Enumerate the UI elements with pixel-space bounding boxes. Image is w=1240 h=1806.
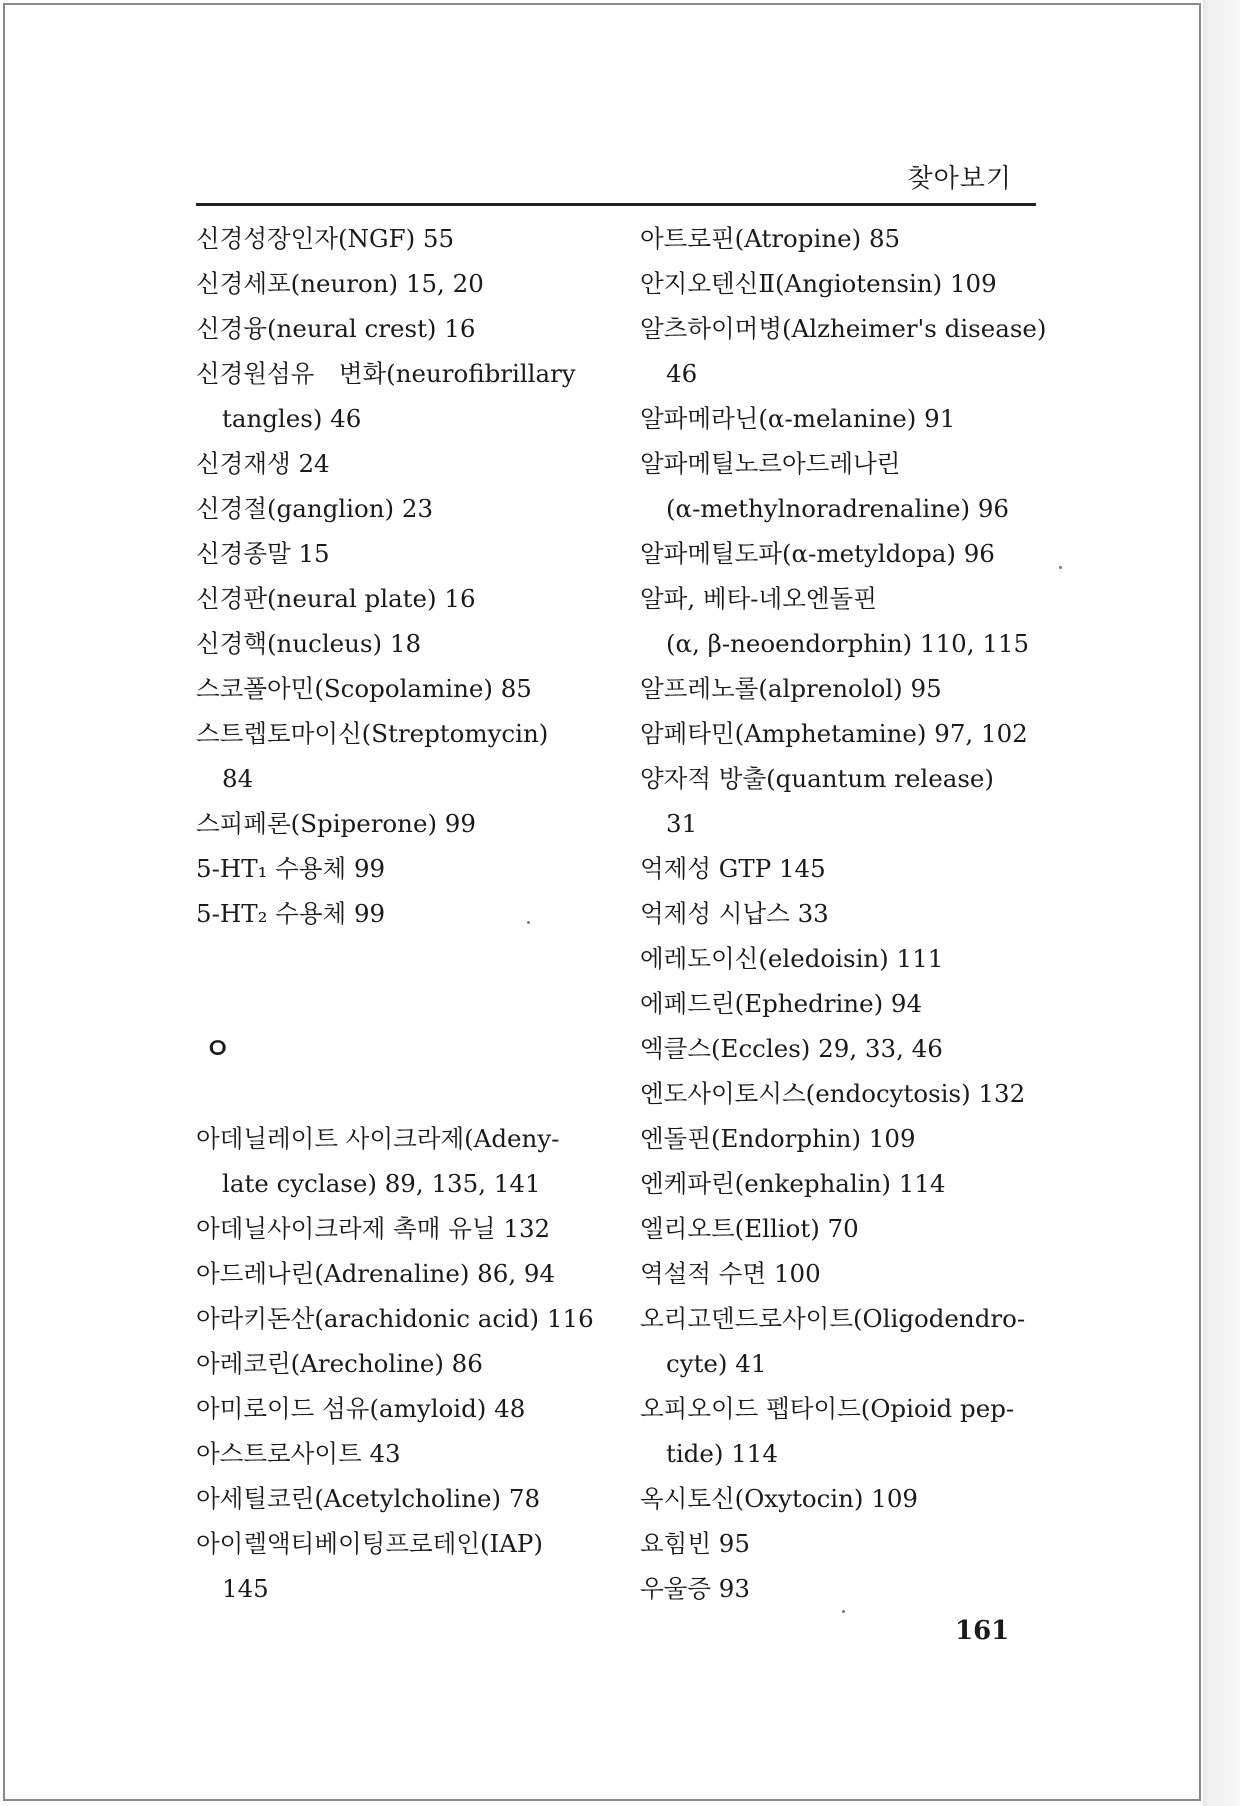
index-entry-continued: 145	[222, 1574, 269, 1603]
header-rule	[196, 203, 1036, 206]
index-entry: 5-HT₁ 수용체 99	[196, 854, 386, 883]
index-entry: 엔돌핀(Endorphin) 109	[640, 1124, 916, 1153]
index-entry-continued: late cyclase) 89, 135, 141	[222, 1169, 541, 1198]
index-entry-continued: cyte) 41	[666, 1349, 767, 1378]
index-entry: 아라키돈산(arachidonic acid) 116	[196, 1304, 594, 1333]
index-entry: 아데닐레이트 사이크라제(Adeny-	[196, 1124, 560, 1153]
index-entry-continued: 31	[666, 809, 698, 838]
index-entry: 5-HT₂ 수용체 99	[196, 899, 386, 928]
index-entry: 양자적 방출(quantum release)	[640, 764, 994, 793]
index-entry: 아스트로사이트 43	[196, 1439, 401, 1468]
index-entry: 신경성장인자(NGF) 55	[196, 224, 455, 253]
index-entry: 알파메틸노르아드레나린	[640, 449, 901, 478]
index-entry: 역설적 수면 100	[640, 1259, 821, 1288]
index-entry: 아레코린(Arecholine) 86	[196, 1349, 483, 1378]
index-entry: 알츠하이머병(Alzheimer's disease)	[640, 314, 1047, 343]
index-entry-continued: (α, β-neoendorphin) 110, 115	[666, 629, 1030, 658]
index-entry: 엘리오트(Elliot) 70	[640, 1214, 859, 1243]
index-entry-continued: 84	[222, 764, 254, 793]
section-spacer	[196, 936, 636, 981]
page-number: 161	[955, 1616, 1010, 1646]
scan-speck	[527, 921, 530, 924]
index-entry: 알프레노롤(alprenolol) 95	[640, 674, 942, 703]
index-entry: 스피페론(Spiperone) 99	[196, 809, 476, 838]
index-entry: 스트렙토마이신(Streptomycin)	[196, 719, 549, 748]
index-entry: 암페타민(Amphetamine) 97, 102	[640, 719, 1028, 748]
index-entry-continued: 46	[666, 359, 698, 388]
index-entry: 신경융(neural crest) 16	[196, 314, 476, 343]
index-entry: 오리고덴드로사이트(Oligodendro-	[640, 1304, 1026, 1333]
index-entry: 엑클스(Eccles) 29, 33, 46	[640, 1034, 943, 1063]
index-entry: 에페드린(Ephedrine) 94	[640, 989, 923, 1018]
index-entry: 알파, 베타-네오엔돌핀	[640, 584, 877, 613]
index-entry: 신경핵(nucleus) 18	[196, 629, 422, 658]
index-column-left	[196, 216, 636, 1611]
index-entry: 신경종말 15	[196, 539, 330, 568]
section-heading: ㅇ	[204, 1032, 232, 1065]
index-entry: 신경절(ganglion) 23	[196, 494, 434, 523]
index-entry: 억제성 GTP 145	[640, 854, 826, 883]
index-entry: 아트로핀(Atropine) 85	[640, 224, 901, 253]
index-entry: 알파메라닌(α-melanine) 91	[640, 404, 956, 433]
index-entry: 우울증 93	[640, 1574, 750, 1603]
index-entry: 아드레나린(Adrenaline) 86, 94	[196, 1259, 556, 1288]
index-entry: 엔케파린(enkephalin) 114	[640, 1169, 946, 1198]
index-entry: 엔도사이토시스(endocytosis) 132	[640, 1079, 1026, 1108]
index-entry: 아미로이드 섬유(amyloid) 48	[196, 1394, 526, 1423]
index-entry: 오피오이드 펩타이드(Opioid pep-	[640, 1394, 1015, 1423]
index-entry: 억제성 시납스 33	[640, 899, 829, 928]
index-entry: 스코폴아민(Scopolamine) 85	[196, 674, 532, 703]
index-entry: 알파메틸도파(α-metyldopa) 96	[640, 539, 995, 568]
index-entry-continued: tide) 114	[666, 1439, 778, 1468]
index-entry: 아데닐사이크라제 촉매 유닐 132	[196, 1214, 551, 1243]
section-spacer	[196, 981, 636, 1026]
index-entry: 아세틸코린(Acetylcholine) 78	[196, 1484, 541, 1513]
section-spacer	[196, 1071, 636, 1116]
index-entry-continued: tangles) 46	[222, 404, 362, 433]
index-column-right	[640, 216, 1080, 1611]
index-entry: 아이렐액티베이팅프로테인(IAP)	[196, 1529, 543, 1558]
index-entry: 안지오텐신Ⅱ(Angiotensin) 109	[640, 269, 997, 298]
index-entry: 신경판(neural plate) 16	[196, 584, 476, 613]
scan-speck	[842, 1610, 845, 1613]
viewer-scroll-strip[interactable]	[1203, 0, 1240, 1806]
index-entry: 옥시토신(Oxytocin) 109	[640, 1484, 919, 1513]
running-header: 찾아보기	[907, 164, 1012, 194]
index-entry: 요힘빈 95	[640, 1529, 750, 1558]
scan-speck	[1059, 566, 1062, 569]
index-entry: 신경세포(neuron) 15, 20	[196, 269, 484, 298]
index-entry: 에레도이신(eledoisin) 111	[640, 944, 944, 973]
index-entry: 신경원섬유 변화(neurofibrillary	[196, 359, 576, 388]
index-entry-continued: (α-methylnoradrenaline) 96	[666, 494, 1010, 523]
index-entry: 신경재생 24	[196, 449, 330, 478]
